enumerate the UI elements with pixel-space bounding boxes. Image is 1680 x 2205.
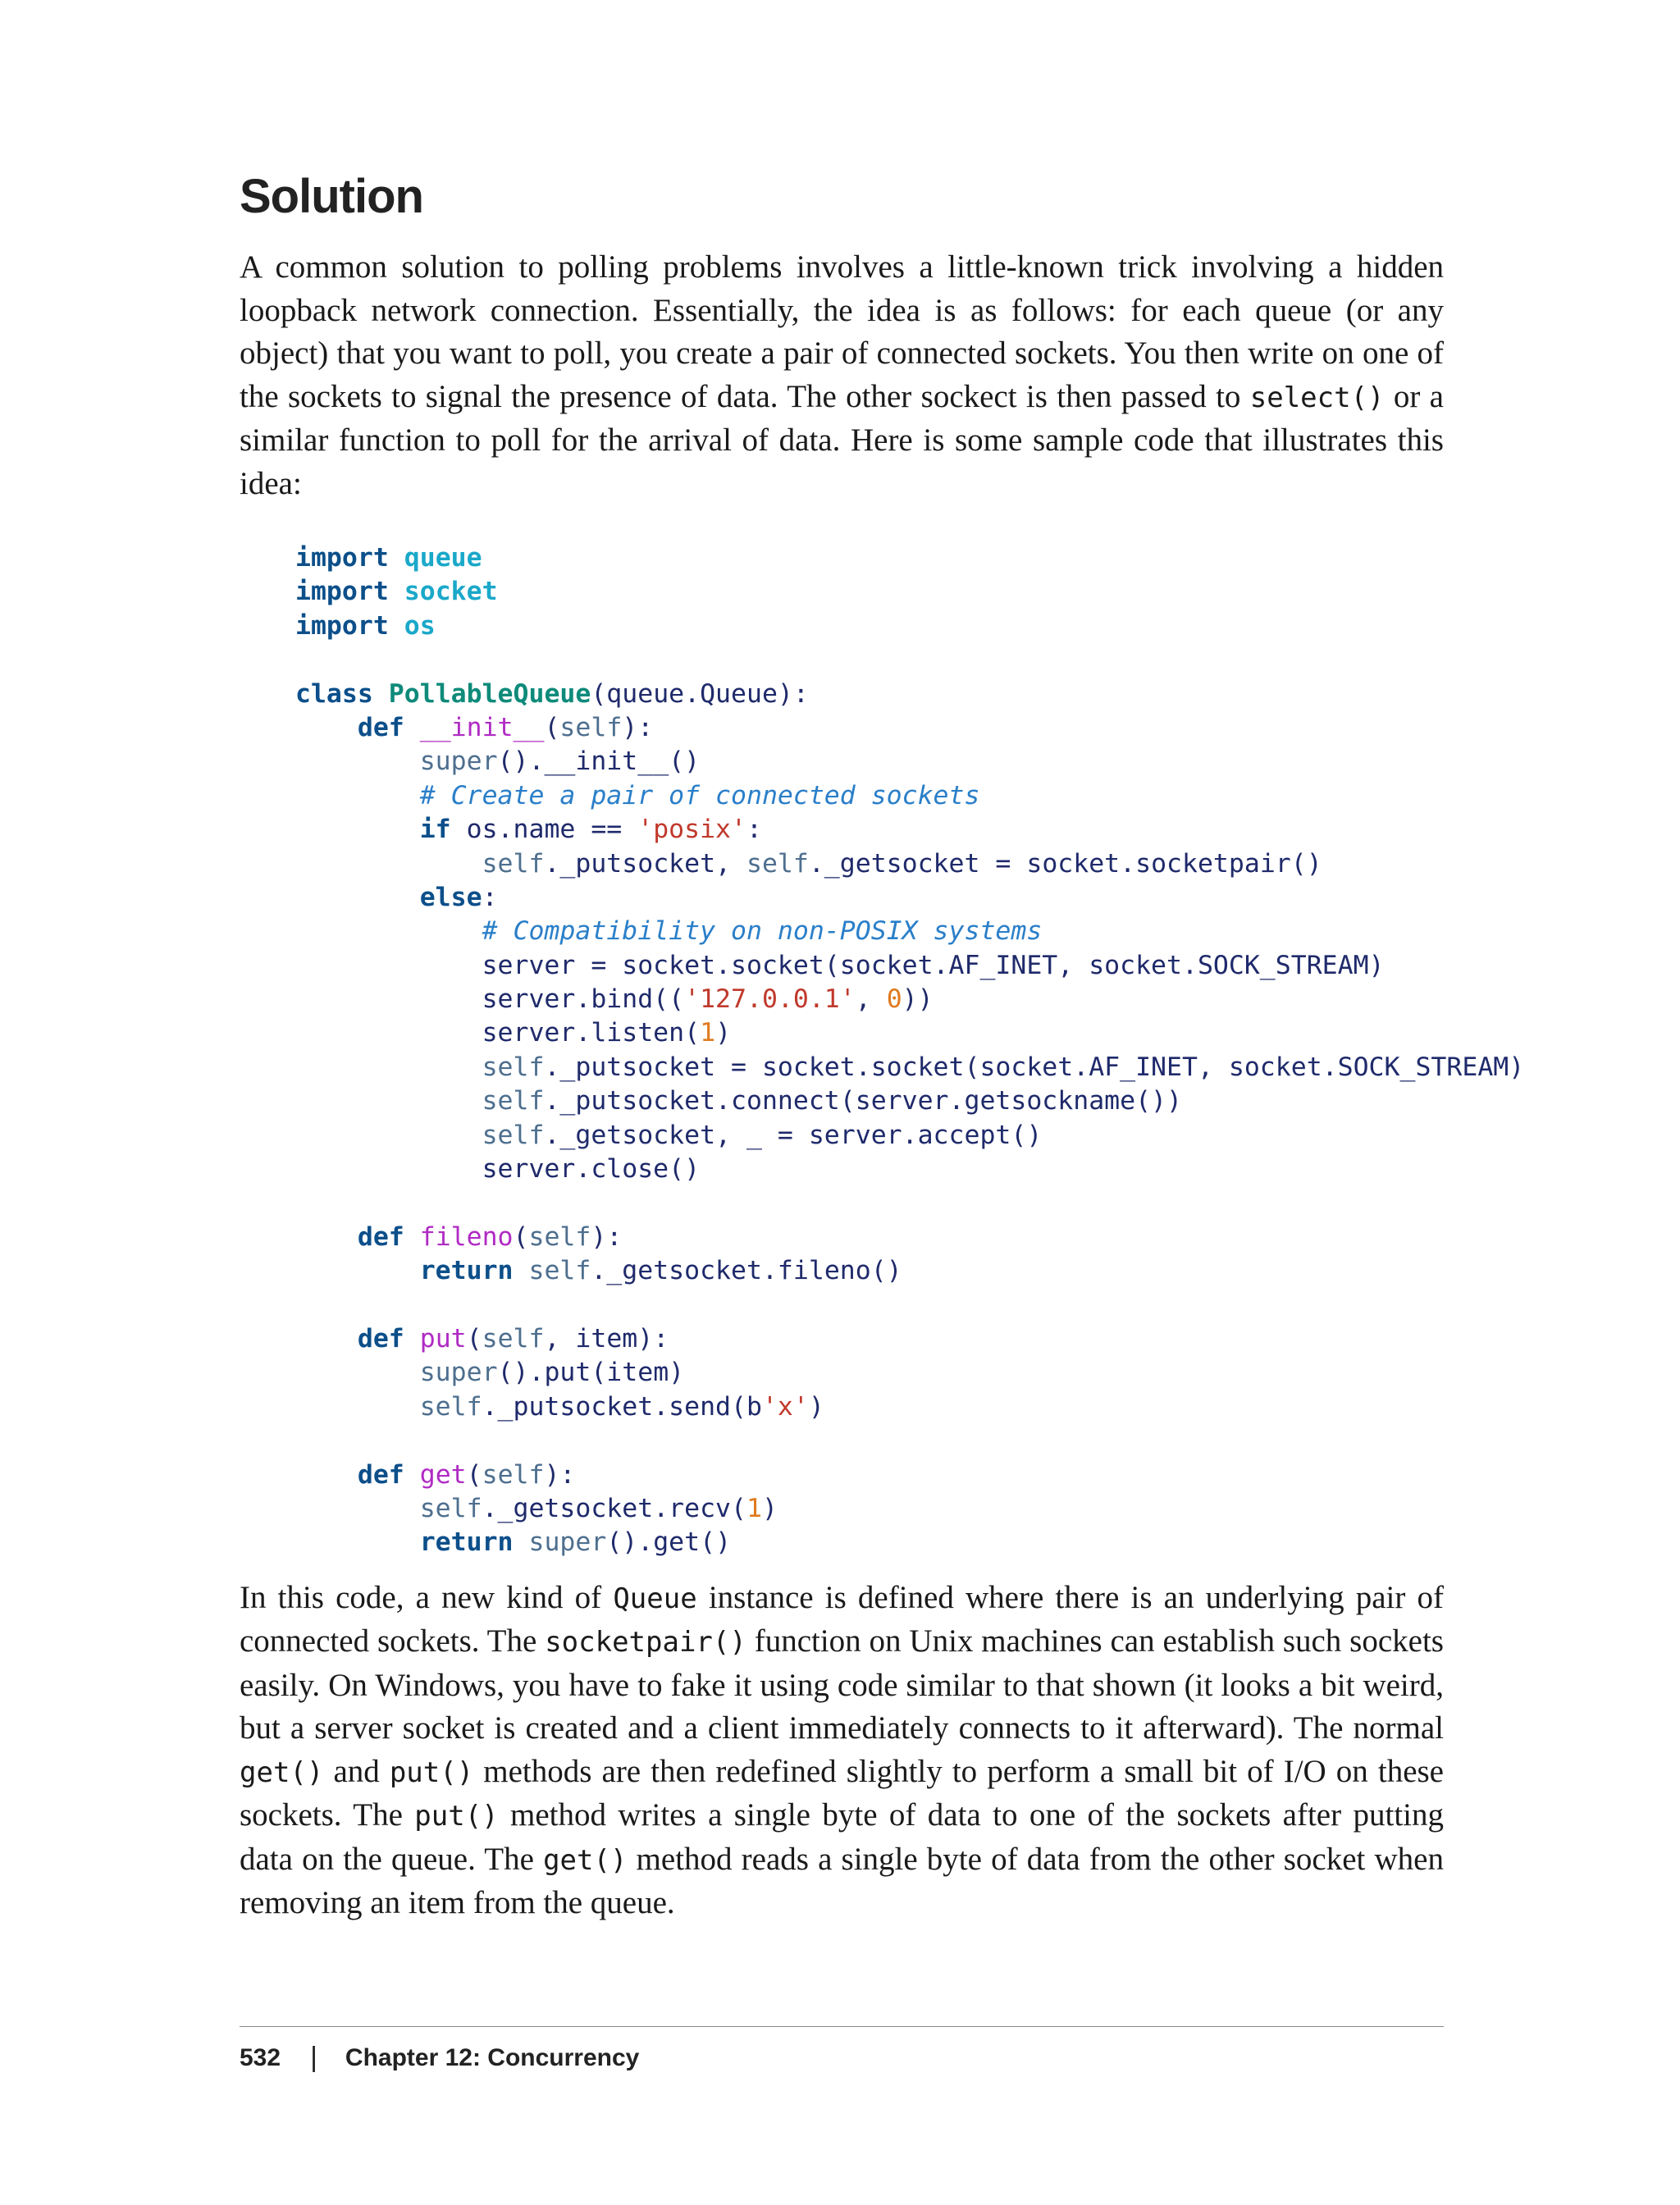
code-token: ().put(item) <box>497 1358 685 1388</box>
code-token: super <box>419 746 498 777</box>
footer-separator: | <box>310 2042 317 2073</box>
code-token: import <box>295 610 389 641</box>
code-token: self <box>746 848 809 879</box>
code-line <box>295 1492 1444 1526</box>
code-token: , item): <box>544 1323 669 1354</box>
code-token: server.listen( <box>295 1018 701 1048</box>
code-token: return <box>419 1256 514 1286</box>
code-line <box>295 745 1444 778</box>
code-token <box>295 1460 358 1490</box>
code-token: self <box>528 1256 591 1286</box>
code-token: put <box>419 1323 467 1354</box>
code-line <box>295 643 1444 677</box>
inline-code: select() <box>1249 381 1385 414</box>
code-token: self <box>419 1493 482 1523</box>
code-token: super <box>528 1527 607 1558</box>
text-run: or a similar function to poll for the arrival of data. Here is some sample code that illustrates this idea: <box>240 378 1444 501</box>
code-token: ._getsocket.recv( <box>482 1493 746 1523</box>
code-token: ): <box>622 712 654 742</box>
code-listing <box>295 541 1525 1560</box>
code-token: self <box>482 1120 545 1150</box>
code-token <box>514 1256 529 1285</box>
code-token <box>373 679 389 709</box>
code-token: ._getsocket = socket.socketpair() <box>808 848 1322 879</box>
code-token <box>295 1392 420 1422</box>
code-token: server.close() <box>295 1154 701 1185</box>
code-line <box>295 1153 1444 1186</box>
code-token: ) <box>808 1391 824 1422</box>
code-token: import <box>295 543 389 573</box>
code-token: ): <box>544 1459 576 1490</box>
inline-code: put() <box>389 1755 474 1789</box>
code-token: os.name == <box>450 815 638 845</box>
code-token: self <box>419 1391 482 1422</box>
code-token <box>295 883 420 912</box>
code-line <box>295 881 1444 915</box>
code-line <box>295 1424 1444 1458</box>
code-line <box>295 915 1444 948</box>
code-line <box>295 1356 1444 1390</box>
code-token: ( <box>466 1459 482 1490</box>
text-run: instance is defined where there is an underlying pair of connected sockets. The <box>240 1579 1444 1659</box>
code-line <box>295 1254 1444 1288</box>
section-heading: Solution <box>240 170 423 223</box>
code-token: socket <box>404 577 498 607</box>
code-token <box>295 1494 420 1523</box>
code-token <box>295 916 482 946</box>
code-token: else <box>419 882 482 912</box>
code-token: 0 <box>886 984 902 1015</box>
code-line <box>295 1186 1444 1220</box>
code-token: get <box>419 1459 467 1490</box>
code-line <box>295 1289 1444 1322</box>
inline-code: put() <box>414 1800 499 1833</box>
code-token: ().__init__() <box>497 746 701 777</box>
explanation-paragraph <box>240 1577 1444 1925</box>
code-token: server.bind(( <box>295 984 685 1015</box>
text-run: method reads a single byte of data from the other socket when removing an item from the queue. <box>240 1841 1444 1921</box>
code-line <box>295 779 1444 813</box>
page-footer <box>240 2026 1444 2074</box>
code-token <box>295 746 420 776</box>
code-token <box>404 1460 420 1490</box>
code-token: self <box>559 712 623 742</box>
text-run: function on Unix machines can establish such sockets easily. On Windows, you have to fake it using code similar to that shown (it looks a bit weird, but a server socket is created and a client immediately connects to it afterward). The normal <box>240 1623 1444 1746</box>
code-token: if <box>419 815 451 845</box>
text-run: and <box>323 1753 390 1789</box>
chapter-title: Chapter 12: Concurrency <box>345 2043 640 2071</box>
code-token: # Create a pair of connected sockets <box>419 780 980 810</box>
code-token: def <box>357 1323 404 1354</box>
code-line <box>295 575 1444 609</box>
code-token: fileno <box>419 1221 514 1252</box>
inline-code: get() <box>240 1755 324 1789</box>
text-run: In this code, a new kind of <box>240 1579 614 1615</box>
code-line <box>295 1221 1444 1254</box>
text-run: methods are then redefined slightly to perform a small bit of I/O on these sockets. The <box>240 1753 1444 1833</box>
code-token: self <box>482 1052 545 1082</box>
code-token: ): <box>591 1221 623 1252</box>
code-token: : <box>482 882 498 912</box>
code-token: ._getsocket.fileno() <box>591 1256 902 1286</box>
code-token: 'posix' <box>637 815 746 845</box>
code-token: self <box>482 1086 545 1116</box>
code-token: 1 <box>746 1493 762 1523</box>
code-token: # Compatibility on non-POSIX systems <box>482 916 1043 947</box>
code-line <box>295 1322 1444 1356</box>
code-token: def <box>357 1459 404 1490</box>
code-token: (queue.Queue): <box>591 678 809 709</box>
code-token: ._putsocket.connect(server.getsockname()) <box>544 1086 1182 1116</box>
code-token: ( <box>513 1221 529 1252</box>
code-token: : <box>746 815 762 845</box>
code-token: ( <box>466 1323 482 1354</box>
text-run: method writes a single byte of data to one of the sockets after putting data on the queue. The <box>240 1797 1444 1877</box>
code-line <box>295 1084 1444 1118</box>
code-token: self <box>528 1221 591 1252</box>
code-token <box>389 577 404 606</box>
page-body <box>240 170 1525 1925</box>
inline-code: get() <box>543 1843 628 1877</box>
code-token: self <box>482 1459 545 1490</box>
code-token <box>295 1086 482 1116</box>
code-token: , <box>855 984 887 1015</box>
code-token <box>295 713 358 742</box>
code-line <box>295 711 1444 745</box>
code-token: 1 <box>700 1018 716 1048</box>
code-token: ().get() <box>606 1527 732 1558</box>
code-token <box>404 1222 420 1252</box>
code-token <box>295 1324 358 1354</box>
intro-paragraph <box>240 246 1444 505</box>
code-line <box>295 678 1444 711</box>
code-line <box>295 1526 1444 1559</box>
code-line <box>295 541 1444 575</box>
code-token: PollableQueue <box>388 678 591 709</box>
code-line <box>295 949 1444 983</box>
code-line <box>295 1119 1444 1153</box>
code-token: ) <box>761 1493 778 1523</box>
code-token: ._putsocket = socket.socket(socket.AF_INET, socket.SOCK_STREAM) <box>544 1052 1525 1082</box>
code-token: def <box>357 712 404 742</box>
code-token: __init__ <box>419 712 545 742</box>
code-token: class <box>295 678 373 709</box>
code-line <box>295 609 1444 643</box>
inline-code: Queue <box>613 1582 697 1615</box>
code-token <box>295 1121 482 1150</box>
code-token: )) <box>902 984 934 1015</box>
code-token <box>295 1256 420 1285</box>
text-run: A common solution to polling problems involves a little-known trick involving a hidden loopback network connection. Essentially, the idea is as follows: for each queue (or any object) that you want to poll, you create a pair of connected sockets. You then write on one of the sockets to signal the presence of data. The other sockect is then passed to <box>240 249 1444 414</box>
code-token <box>295 1527 420 1557</box>
code-token: ( <box>544 712 560 742</box>
code-token: self <box>482 848 545 879</box>
code-token: server = socket.socket(socket.AF_INET, socket.SOCK_STREAM) <box>295 950 1385 980</box>
inline-code: socketpair() <box>545 1626 746 1659</box>
code-token: def <box>357 1221 404 1252</box>
code-token <box>514 1527 529 1557</box>
code-line <box>295 813 1444 847</box>
code-token <box>389 611 404 641</box>
code-token: super <box>419 1358 498 1388</box>
code-line <box>295 1016 1444 1050</box>
code-token: return <box>419 1527 514 1558</box>
code-line <box>295 1051 1525 1084</box>
code-token: 'x' <box>761 1391 809 1422</box>
page-number: 532 <box>240 2043 281 2071</box>
code-line <box>295 847 1444 881</box>
code-token: queue <box>404 543 482 573</box>
code-token <box>295 849 482 879</box>
code-token <box>404 713 420 742</box>
code-token: ) <box>715 1018 732 1048</box>
code-line <box>295 1390 1444 1424</box>
code-token <box>295 1358 420 1387</box>
code-token <box>295 1222 358 1252</box>
code-token <box>389 543 404 573</box>
code-line <box>295 983 1444 1016</box>
code-token <box>295 815 420 844</box>
code-token: ._putsocket, <box>544 848 746 879</box>
code-token: os <box>404 610 436 641</box>
code-token: ._putsocket.send(b <box>482 1391 762 1422</box>
code-token <box>404 1324 420 1354</box>
code-token: import <box>295 577 389 607</box>
code-token: '127.0.0.1' <box>684 984 856 1015</box>
code-token: ._getsocket, _ = server.accept() <box>544 1120 1043 1150</box>
code-token <box>295 1052 482 1082</box>
code-token: self <box>482 1323 545 1354</box>
code-token <box>295 781 420 810</box>
code-line <box>295 1459 1444 1492</box>
